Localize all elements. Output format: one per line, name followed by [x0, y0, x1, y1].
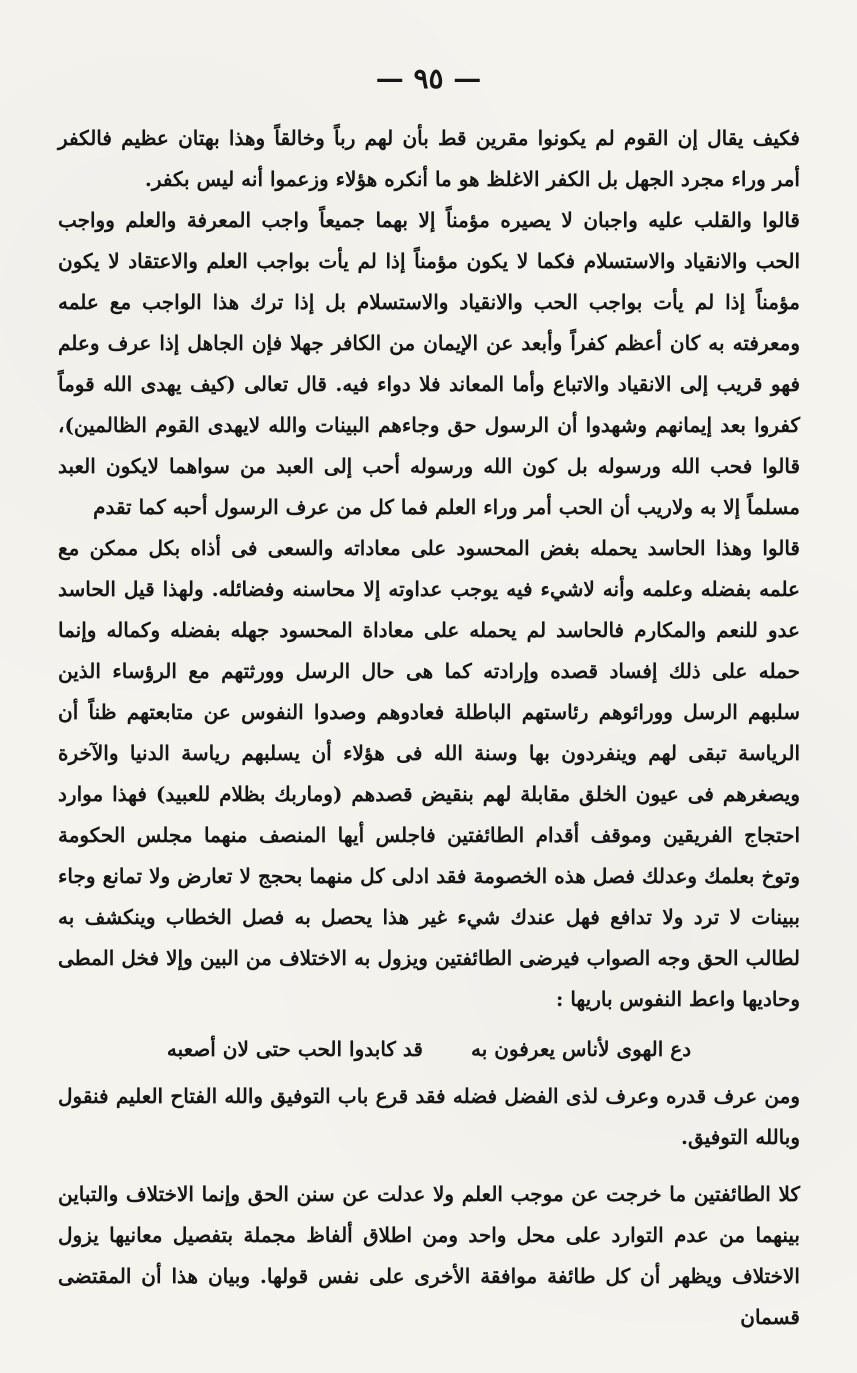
- poem-left-hemistich: قد كابدوا الحب حتى لان أصعبه: [166, 1037, 423, 1061]
- poem-line: [58, 1032, 800, 1066]
- paragraph-3: قالوا وهذا الحاسد يحمله بغض المحسود على معاداته والسعى فى أذاه بكل ممكن مع علمه بفضله وعلمه وأنه لاشيء فيه يوجب عداوته إلا محاسنه وفضائله. ولهذا قيل الحاسد عدو للنعم والمكارم فالحاسد لم يحمله على معاداة المحسود جهله بفضله وكماله وإنما حمله على ذلك إفساد قصده وإرادته كما هى حال الرسل وورثتهم مع الرؤساء الذين سلبهم الرسل وورائوهم رئاستهم الباطلة فعادوهم وصدوا النفوس عن متابعتهم ظناً أن الرياسة تبقى لهم وينفردون بها وسنة الله فى هؤلاء أن يسلبهم رياسة الدنيا والآخرة ويصغرهم فى عيون الخلق مقابلة لهم بنقيض قصدهم (وماربك بظلام للعبيد) فهذا موارد احتجاج الفريقين وموقف أقدام الطائفتين فاجلس أيها المنصف منهما مجلس الحكومة وتوخ بعلمك وعدلك فصل هذه الخصومة فقد ادلى كل منهما بحجج لا تعارض ولا تمانع وجاء ببينات لا ترد ولا تدافع فهل عندك شيء غير هذا يحصل به فصل الخطاب وينكشف به لطالب الحق وجه الصواب فيرضى الطائفتين ويزول به الاختلاف من البين وإلا فخل المطى وحاديها واعط النفوس باريها :: [58, 536, 801, 1011]
- paragraph-1: فكيف يقال إن القوم لم يكونوا مقرين قط بأن لهم رباً وخالقاً وهذا بهتان عظيم فالكفر أمر وراء مجرد الجهل بل الكفر الاغلظ هو ما أنكره هؤلاء وزعموا أنه ليس بكفر.: [58, 126, 800, 191]
- page-number: — ٩٥ —: [375, 62, 482, 95]
- poem-right-hemistich: دع الهوى لأناس يعرفون به: [470, 1037, 692, 1061]
- closing-paragraph-1: ومن عرف قدره وعرف لذى الفضل فضله فقد قرع باب التوفيق والله الفتاح العليم فنقول وبالله التوفيق.: [58, 1084, 800, 1149]
- main-text: [58, 118, 800, 1338]
- paragraph-gap: [58, 1158, 800, 1174]
- paragraph-2: قالوا والقلب عليه واجبان لا يصيره مؤمناً إلا بهما جميعاً واجب المعرفة والعلم وواجب الحب والانقياد والاستسلام فكما لا يكون مؤمناً إذا لم يأت بواجب العلم والاعتقاد لا يكون مؤمناً إذا لم يأت بواجب الحب والانقياد والاستسلام بل إذا ترك هذا الواجب مع علمه ومعرفته به كان أعظم كفراً وأبعد عن الإيمان من الكافر جهلا فإن الجاهل إذا عرف وعلم فهو قريب إلى الانقياد والاتباع وأما المعاند فلا دواء فيه. قال تعالى (كيف يهدى الله قوماً كفروا بعد إيمانهم وشهدوا أن الرسول حق وجاءهم البينات والله لايهدى القوم الظالمين)، قالوا فحب الله ورسوله بل كون الله ورسوله أحب إلى العبد من سواهما لايكون العبد مسلماً إلا به ولاريب أن الحب أمر وراء العلم فما كل من عرف الرسول أحبه كما تقدم: [58, 208, 800, 519]
- closing-paragraph-2: كلا الطائفتين ما خرجت عن موجب العلم ولا عدلت عن سنن الحق وإنما الاختلاف والتباين بينهما من عدم التوارد على محل واحد ومن اطلاق ألفاظ مجملة بتفصيل معانيها يزول الاختلاف ويظهر أن كل طائفة موافقة الأخرى على نفس قولها. وبيان هذا أن المقتضى قسمان: [58, 1182, 800, 1329]
